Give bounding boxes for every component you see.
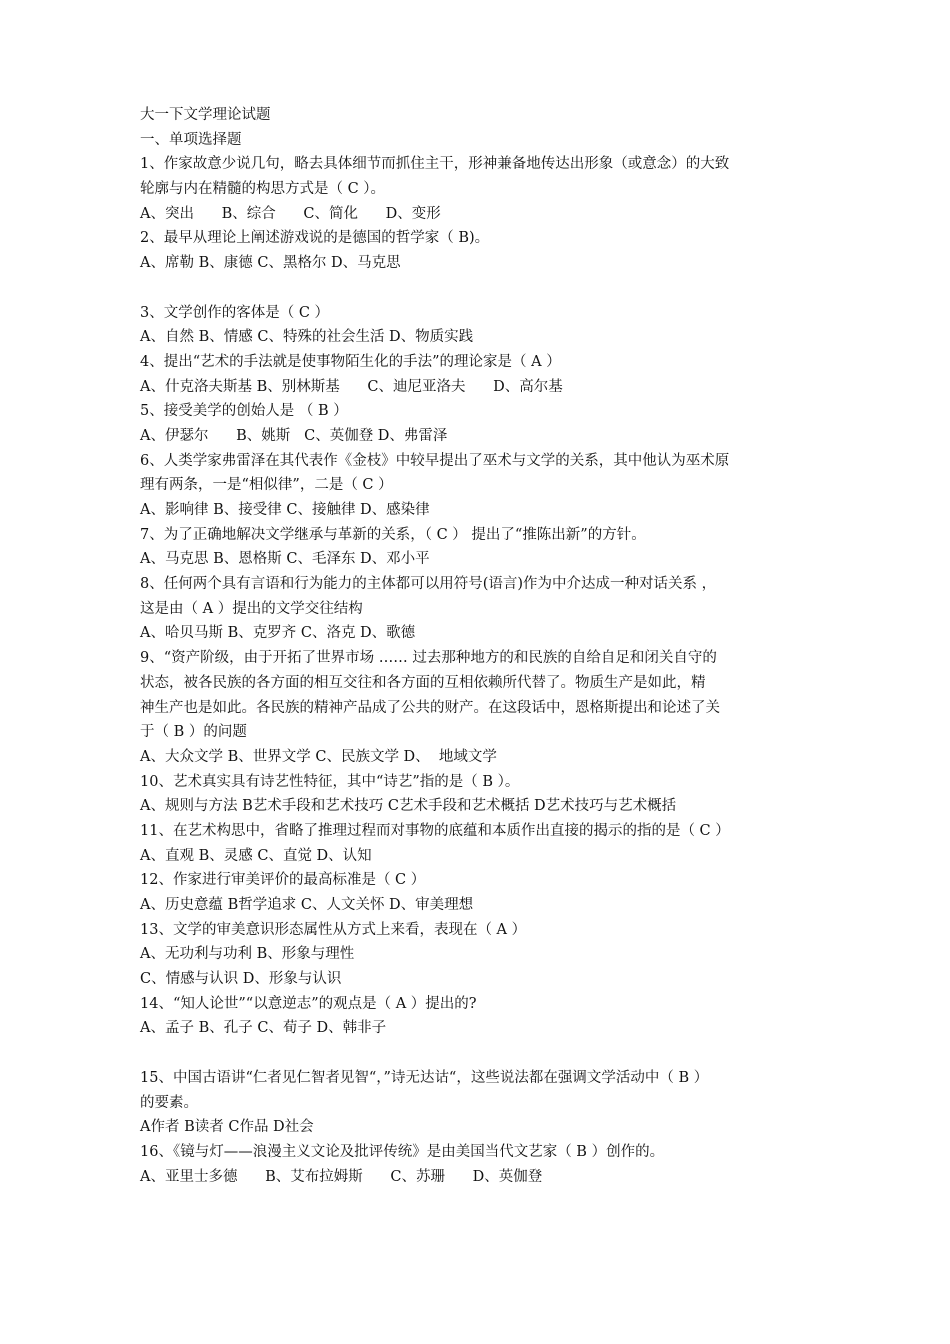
text-line: 2、最早从理论上阐述游戏说的是德国的哲学家（ B)。: [140, 230, 490, 247]
text-line: A、亚里士多德 B、艾布拉姆斯 C、苏珊 D、英伽登: [140, 1168, 543, 1185]
document-body: [140, 103, 840, 1189]
text-line: A、席勒 B、康德 C、黑格尔 D、马克思: [140, 255, 401, 272]
text-line: 于（ B ）的问题: [140, 724, 247, 741]
text-line: 1、作家故意少说几句，略去具体细节而抓住主干，形神兼备地传达出形象（或意念）的大致: [140, 156, 730, 173]
text-line: 6、人类学家弗雷泽在其代表作《金枝》中较早提出了巫术与文学的关系，其中他认为巫术原: [140, 452, 730, 469]
blank-line: [140, 1041, 840, 1066]
text-line: A、伊瑟尔 B、姚斯 C、英伽登 D、弗雷泽: [140, 427, 448, 444]
text-line: A、大众文学 B、世界文学 C、民族文学 D、 地域文学: [140, 748, 497, 765]
text-line: 这是由（ A ）提出的文学交往结构: [140, 600, 363, 617]
text-line: A、突出 B、综合 C、简化 D、变形: [140, 205, 441, 222]
text-line: 的要素。: [140, 1094, 198, 1111]
text-line: 状态，被各民族的各方面的相互交往和各方面的互相依赖所代替了。物质生产是如此，精: [140, 674, 706, 691]
text-line: 16、《镜与灯——浪漫主义文论及批评传统》是由美国当代文艺家（ B ）创作的。: [140, 1143, 665, 1160]
text-line: 理有两条，一是“相似律”，二是（ C ）: [140, 477, 393, 494]
text-line: A、哈贝马斯 B、克罗齐 C、洛克 D、歌德: [140, 625, 416, 642]
text-line: A、影响律 B、接受律 C、接触律 D、感染律: [140, 502, 430, 518]
section-heading: 一、单项选择题: [140, 131, 242, 148]
text-line: A、无功利与功利 B、形象与理性: [140, 946, 355, 963]
text-line: C、情感与认识 D、形象与认识: [140, 971, 342, 988]
text-line: A作者 B读者 C作品 D社会: [140, 1119, 314, 1136]
text-line: 4、提出“艺术的手法就是使事物陌生化的手法”的理论家是（ A ）: [140, 353, 561, 370]
text-line: A、自然 B、情感 C、特殊的社会生活 D、物质实践: [140, 329, 474, 346]
text-line: A、规则与方法 B艺术手段和艺术技巧 C艺术手段和艺术概括 D艺术技巧与艺术概括: [140, 798, 677, 815]
text-line: 9、“资产阶级，由于开拓了世界市场 …… 过去那种地方的和民族的自给自足和闭关自守的: [140, 650, 717, 667]
text-line: 7、为了正确地解决文学继承与革新的关系，（ C ） 提出了“推陈出新”的方针。: [140, 526, 646, 543]
text-line: A、历史意蕴 B哲学追求 C、人文关怀 D、审美理想: [140, 897, 474, 913]
text-line: A、孟子 B、孔子 C、荀子 D、韩非子: [140, 1020, 387, 1037]
text-line: A、马克思 B、恩格斯 C、毛泽东 D、邓小平: [140, 551, 430, 568]
text-line: 神生产也是如此。各民族的精神产品成了公共的财产。在这段话中，恩格斯提出和论述了关: [140, 699, 720, 716]
document-title: 大一下文学理论试题: [140, 107, 271, 123]
blank-line: [140, 276, 840, 301]
text-line: 14、“知人论世”“以意逆志”的观点是（ A ）提出的?: [140, 995, 477, 1012]
text-line: 8、任何两个具有言语和行为能力的主体都可以用符号(语言)作为中介达成一种对话关系 ，: [140, 576, 717, 593]
text-line: 3、文学创作的客体是（ C ）: [140, 304, 330, 321]
text-line: A、直观 B、灵感 C、直觉 D、认知: [140, 847, 372, 864]
text-line: 10、艺术真实具有诗艺性特征，其中“诗艺”指的是（ B ）。: [140, 773, 520, 790]
text-line: 5、接受美学的创始人是 （ B ）: [140, 403, 348, 420]
text-line: 15、中国古语讲“仁者见仁智者见智“，”诗无达诂“，这些说法都在强调文学活动中（ B ）: [140, 1069, 709, 1086]
text-line: A、什克洛夫斯基 B、别林斯基 C、迪尼亚洛夫 D、高尔基: [140, 378, 563, 395]
text-line: 轮廓与内在精髓的构思方式是（ C ）。: [140, 181, 386, 198]
text-line: 12、作家进行审美评价的最高标准是（ C ）: [140, 872, 426, 889]
text-line: 13、文学的审美意识形态属性从方式上来看，表现在（ A ）: [140, 921, 527, 938]
text-line: 11、在艺术构思中，省略了推理过程而对事物的底蕴和本质作出直接的揭示的指的是（ C ）: [140, 822, 730, 839]
